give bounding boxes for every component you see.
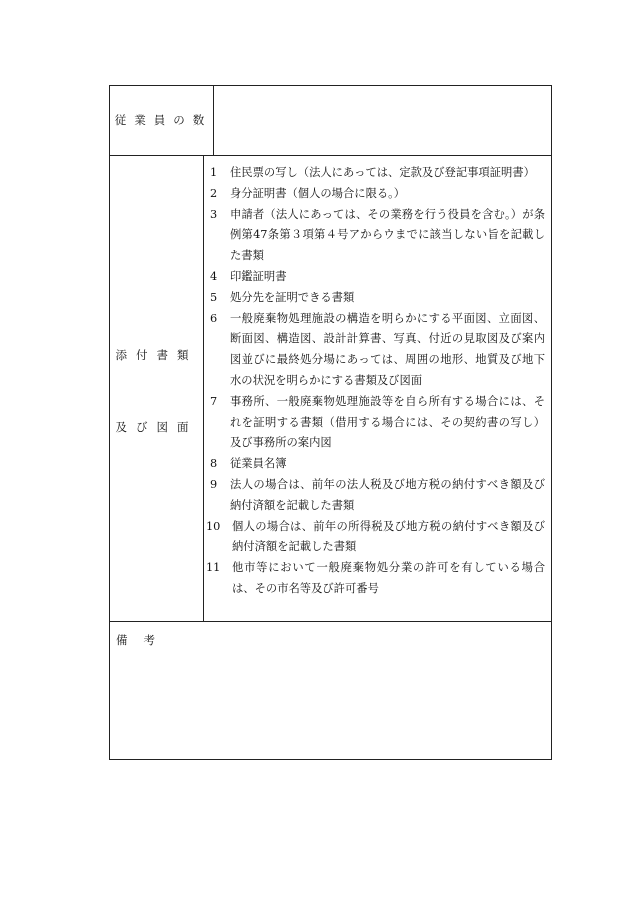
attachment-item: [204, 558, 551, 600]
attachment-item: [204, 454, 551, 475]
attachments-list: [204, 163, 551, 600]
attachment-item: [204, 517, 551, 559]
attachment-item: [204, 288, 551, 309]
employees-label: 従業員の数: [114, 113, 213, 127]
employees-label-cell: [110, 86, 214, 155]
employees-row: [110, 86, 551, 156]
attachment-item-number: 9: [210, 477, 218, 491]
attachment-item: [204, 392, 551, 454]
attachments-label-cell: [110, 156, 204, 621]
attachment-item-number: 2: [210, 186, 218, 200]
attachment-item-number: 10: [206, 519, 221, 533]
attachment-item-text: 住民票の写し（法人にあっては、定款及び登記事項証明書）: [230, 166, 535, 179]
attachment-item-number: 11: [206, 561, 221, 575]
attachment-item-number: 4: [210, 269, 218, 283]
attachments-row: [110, 156, 551, 622]
application-form-table: [109, 85, 552, 760]
attachment-item: [204, 163, 551, 184]
attachment-item: [204, 309, 551, 392]
attachments-list-cell: [204, 156, 551, 621]
attachment-item-number: 1: [210, 166, 218, 179]
attachment-item: [204, 205, 551, 267]
attachments-label-line1: 添付書類: [115, 348, 198, 362]
remarks-value-field[interactable]: [110, 658, 551, 759]
attachment-item-text: 個人の場合は、前年の所得税及び地方税の納付すべき額及び納付済額を記載した書類: [232, 519, 545, 554]
attachment-item-text: 一般廃棄物処理施設の構造を明らかにする平面図、立面図、断面図、構造図、設計計算書、写真、付近の見取図及び案内図並びに最終処分場にあっては、周囲の地形、地質及び地下水の状況を明らかにする書類及び図面: [230, 311, 545, 387]
attachment-item-text: 法人の場合は、前年の法人税及び地方税の納付すべき額及び納付済額を記載した書類: [230, 477, 545, 512]
attachments-label-line2: 及び図面: [115, 420, 198, 434]
attachment-item: [204, 267, 551, 288]
attachment-item-text: 事務所、一般廃棄物処理施設等を自ら所有する場合には、それを証明する書類（借用する場合には、その契約書の写し）及び事務所の案内図: [230, 394, 545, 450]
attachment-item-number: 3: [210, 207, 218, 221]
attachment-item-number: 5: [210, 290, 218, 304]
attachment-item-number: 8: [210, 457, 218, 471]
attachment-item-text: 他市等において一般廃棄物処分業の許可を有している場合は、その市名等及び許可番号: [232, 561, 545, 595]
attachment-item-text: 身分証明書（個人の場合に限る。）: [230, 186, 406, 200]
attachment-item-text: 処分先を証明できる書類: [230, 290, 355, 304]
attachment-item-number: 7: [210, 394, 218, 408]
attachment-item-text: 印鑑証明書: [230, 269, 287, 283]
employees-value-field[interactable]: [214, 86, 551, 155]
remarks-label: 備考: [116, 633, 171, 647]
attachment-item-text: 従業員名簿: [230, 457, 287, 471]
attachment-item: [204, 184, 551, 205]
attachment-item-text: 申請者（法人にあっては、その業務を行う役員を含む。）が条例第47条第３項第４号アからウまでに該当しない旨を記載した書類: [230, 207, 545, 263]
attachment-item: [204, 475, 551, 517]
attachment-item-number: 6: [210, 311, 218, 325]
remarks-row: [110, 622, 551, 759]
